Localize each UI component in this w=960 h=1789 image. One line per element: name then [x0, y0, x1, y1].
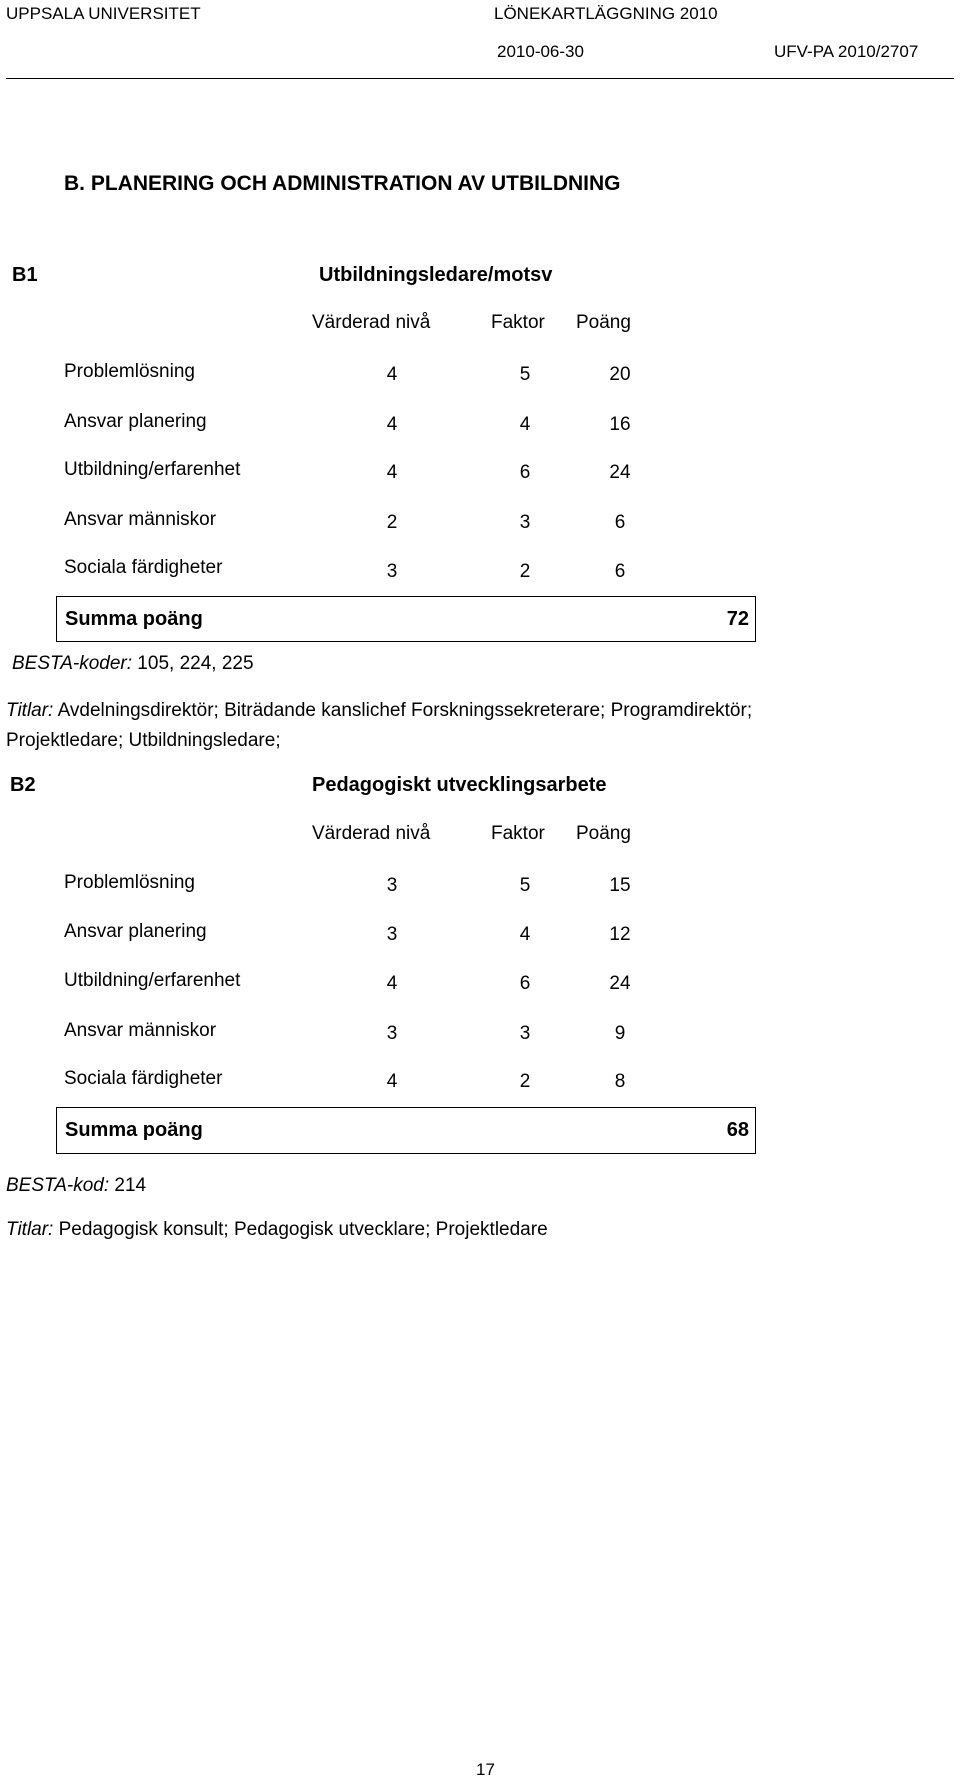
- row-factor: 2: [519, 1071, 531, 1092]
- row-level: 4: [386, 364, 398, 385]
- besta-codes: [12, 653, 254, 675]
- row-level: 4: [386, 462, 398, 483]
- titles-line-continued: Projektledare; Utbildningsledare;: [6, 730, 281, 751]
- block-code: B1: [12, 264, 38, 286]
- row-level: 2: [386, 512, 398, 533]
- row-label: Sociala färdigheter: [64, 1068, 223, 1089]
- row-points: 6: [614, 512, 626, 533]
- row-level: 3: [386, 561, 398, 582]
- row-level: 4: [386, 414, 398, 435]
- titles-label: Titlar:: [6, 1219, 54, 1240]
- column-header-points: Poäng: [576, 823, 631, 844]
- row-label: Problemlösning: [64, 872, 195, 893]
- besta-value: 214: [109, 1175, 147, 1196]
- besta-value: 105, 224, 225: [132, 653, 254, 674]
- column-header-level: Värderad nivå: [312, 823, 431, 844]
- block-category: Pedagogiskt utvecklingsarbete: [312, 774, 607, 796]
- titles-value: Avdelningsdirektör; Biträdande kanslichef Forskningssekreterare; Programdirektör;: [53, 700, 753, 721]
- row-level: 3: [386, 1023, 398, 1044]
- document-date: 2010-06-30: [497, 42, 584, 61]
- section-title: B. PLANERING OCH ADMINISTRATION AV UTBILDNING: [64, 172, 621, 195]
- titles-line: [6, 1219, 548, 1241]
- document-reference: UFV-PA 2010/2707: [774, 42, 919, 61]
- row-points: 16: [609, 414, 631, 435]
- page-number: 17: [476, 1760, 495, 1779]
- row-points: 9: [614, 1023, 626, 1044]
- sum-value: 68: [726, 1119, 749, 1141]
- row-points: 15: [609, 875, 631, 896]
- row-label: Sociala färdigheter: [64, 557, 223, 578]
- column-header-factor: Faktor: [491, 312, 545, 333]
- row-label: Ansvar människor: [64, 509, 217, 530]
- row-factor: 3: [519, 1023, 531, 1044]
- row-points: 12: [609, 924, 631, 945]
- column-header-points: Poäng: [576, 312, 631, 333]
- titles-line: [6, 700, 752, 722]
- row-label: Utbildning/erfarenhet: [64, 459, 241, 480]
- row-factor: 4: [519, 414, 531, 435]
- column-header-level: Värderad nivå: [312, 312, 431, 333]
- besta-label: BESTA-koder:: [12, 653, 133, 674]
- titles-value: Pedagogisk konsult; Pedagogisk utvecklare; Projektledare: [53, 1219, 548, 1240]
- row-points: 20: [609, 364, 631, 385]
- sum-value: 72: [726, 608, 749, 630]
- row-label: Ansvar planering: [64, 921, 207, 942]
- sum-box: [56, 596, 756, 642]
- row-factor: 5: [519, 364, 531, 385]
- row-label: Ansvar människor: [64, 1020, 217, 1041]
- row-points: 6: [614, 561, 626, 582]
- sum-label: Summa poäng: [65, 1119, 203, 1141]
- sum-label: Summa poäng: [65, 608, 203, 630]
- row-factor: 3: [519, 512, 531, 533]
- besta-label: BESTA-kod:: [6, 1175, 110, 1196]
- row-factor: 2: [519, 561, 531, 582]
- university-name: UPPSALA UNIVERSITET: [6, 4, 201, 23]
- besta-codes: [6, 1175, 146, 1197]
- document-title: LÖNEKARTLÄGGNING 2010: [494, 4, 718, 23]
- row-level: 4: [386, 973, 398, 994]
- row-factor: 6: [519, 973, 531, 994]
- header-divider: [6, 78, 954, 79]
- row-points: 24: [609, 973, 631, 994]
- row-level: 3: [386, 924, 398, 945]
- row-label: Ansvar planering: [64, 411, 207, 432]
- row-factor: 4: [519, 924, 531, 945]
- sum-box: [56, 1107, 756, 1154]
- row-factor: 5: [519, 875, 531, 896]
- titles-label: Titlar:: [6, 700, 54, 721]
- row-factor: 6: [519, 462, 531, 483]
- row-level: 3: [386, 875, 398, 896]
- row-points: 24: [609, 462, 631, 483]
- row-label: Problemlösning: [64, 361, 195, 382]
- row-points: 8: [614, 1071, 626, 1092]
- column-header-factor: Faktor: [491, 823, 545, 844]
- block-code: B2: [10, 774, 36, 796]
- row-label: Utbildning/erfarenhet: [64, 970, 241, 991]
- block-category: Utbildningsledare/motsv: [319, 264, 553, 286]
- row-level: 4: [386, 1071, 398, 1092]
